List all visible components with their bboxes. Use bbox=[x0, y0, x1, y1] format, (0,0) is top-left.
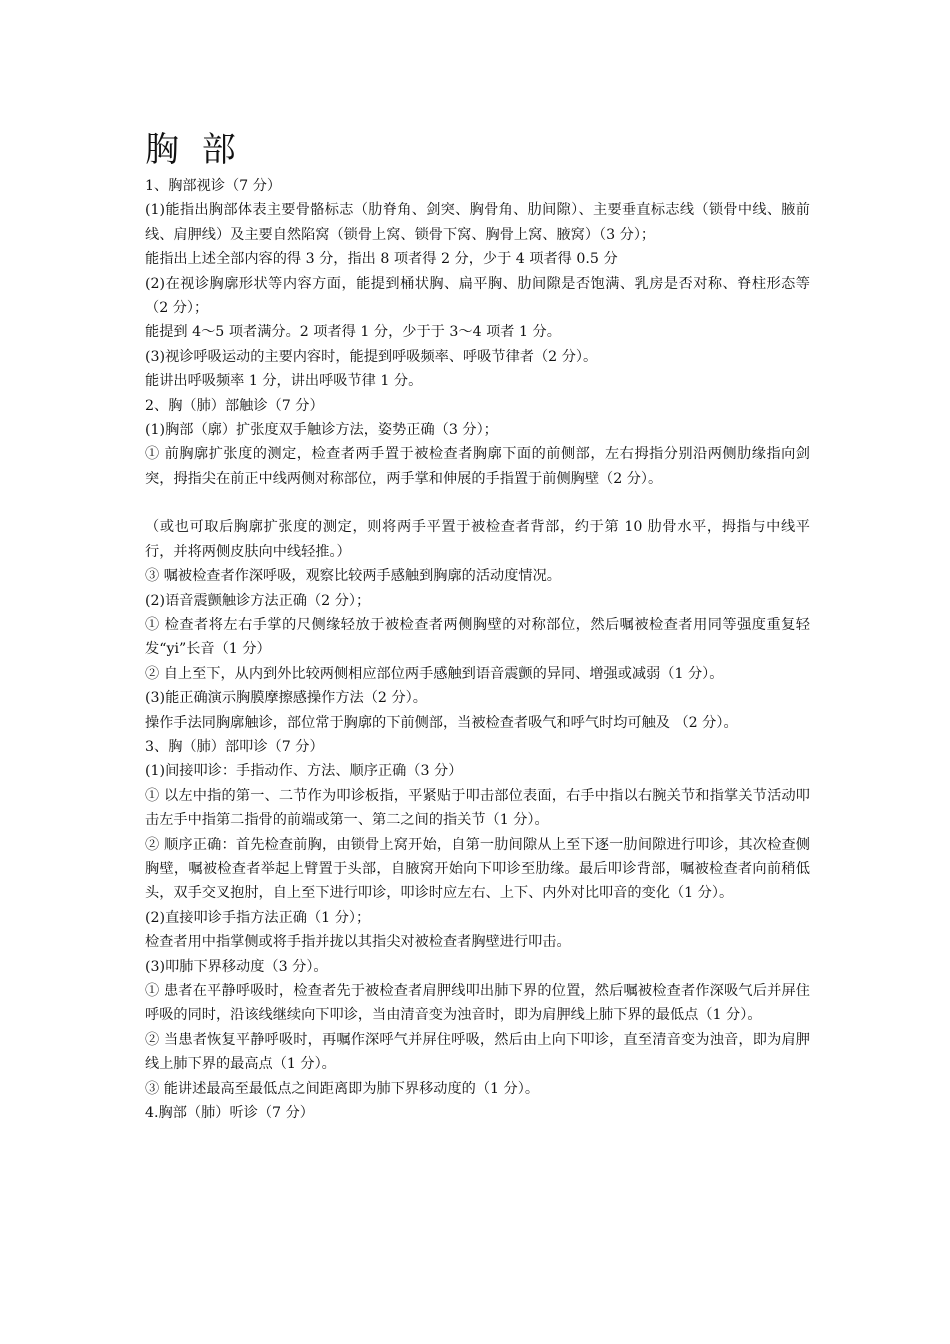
paragraph: (1)间接叩诊：手指动作、方法、顺序正确（3 分） bbox=[145, 763, 463, 780]
blank-line bbox=[145, 491, 810, 515]
paragraph: ① 患者在平静呼吸时，检查者先于被检查者肩胛线叩出肺下界的位置，然后嘱被检查者作深吸气后并屏住呼吸的同时，沿该线继续向下叩诊，当由清音变为浊音时，即为肩胛线上肺下界的最低点（1 分）。 bbox=[145, 983, 810, 1024]
paragraph: ③ 嘱被检查者作深呼吸，观察比较两手感触到胸廓的活动度情况。 bbox=[145, 568, 561, 585]
document-body bbox=[145, 174, 810, 1125]
paragraph: (3)视诊呼吸运动的主要内容时，能提到呼吸频率、呼吸节律者（2 分）。 bbox=[145, 348, 598, 365]
paragraph: ② 自上至下，从内到外比较两侧相应部位两手感触到语音震颤的异同、增强或减弱（1 分）。 bbox=[145, 665, 724, 682]
paragraph: ① 以左中指的第一、二节作为叩诊板指，平紧贴于叩击部位表面，右手中指以右腕关节和指掌关节活动叩击左手中指第二指骨的前端或第一、第二之间的指关节（1 分）。 bbox=[145, 787, 810, 829]
document-page bbox=[145, 126, 810, 1125]
paragraph: 能提到 4～5 项者满分。2 项者得 1 分，少于于 3～4 项者 1 分。 bbox=[145, 324, 561, 341]
paragraph: ① 检查者将左右手掌的尺侧缘轻放于被检查者两侧胸壁的对称部位，然后嘱被检查者用同等强度重复轻发“yi”长音（1 分） bbox=[145, 616, 810, 658]
paragraph: (1)能指出胸部体表主要骨骼标志（肋脊角、剑突、胸骨角、肋间隙）、主要垂直标志线（锁骨中线、腋前线、肩胛线）及主要自然陷窝（锁骨上窝、锁骨下窝、胸骨上窝、腋窝）（3 分）； bbox=[145, 202, 810, 243]
section-heading: 2、胸（肺）部触诊（7 分） bbox=[145, 397, 324, 414]
paragraph: (2)在视诊胸廓形状等内容方面，能提到桶状胸、扁平胸、肋间隙是否饱满、乳房是否对称、脊柱形态等（2 分）； bbox=[145, 275, 810, 317]
paragraph: (1)胸部（廓）扩张度双手触诊方法，姿势正确（3 分）； bbox=[145, 422, 498, 439]
paragraph: 操作手法同胸廓触诊，部位常于胸廓的下前侧部，当被检查者吸气和呼气时均可触及 （2 分）。 bbox=[145, 714, 738, 731]
paragraph: (2)直接叩诊手指方法正确（1 分）； bbox=[145, 909, 371, 926]
section-heading: 4.胸部（肺）听诊（7 分） bbox=[145, 1105, 314, 1122]
paragraph: ① 前胸廓扩张度的测定，检查者两手置于被检查者胸廓下面的前侧部，左右拇指分别沿两侧肋缘指向剑突，拇指尖在前正中线两侧对称部位，两手掌和伸展的手指置于前侧胸壁（2 分）。 bbox=[145, 446, 810, 487]
paragraph: ② 当患者恢复平静呼吸时，再嘱作深呼气并屏住呼吸，然后由上向下叩诊，直至清音变为浊音，即为肩胛线上肺下界的最高点（1 分）。 bbox=[145, 1031, 810, 1073]
paragraph: 能讲出呼吸频率 1 分，讲出呼吸节律 1 分。 bbox=[145, 373, 423, 390]
paragraph: (3)叩肺下界移动度（3 分）。 bbox=[145, 958, 328, 975]
page-title: 胸 部 bbox=[145, 130, 242, 170]
paragraph: ③ 能讲述最高至最低点之间距离即为肺下界移动度的（1 分）。 bbox=[145, 1080, 540, 1097]
paragraph: 能指出上述全部内容的得 3 分，指出 8 项者得 2 分，少于 4 项者得 0.5 分 bbox=[145, 251, 618, 268]
paragraph: ② 顺序正确：首先检查前胸，由锁骨上窝开始，自第一肋间隙从上至下逐一肋间隙进行叩诊，其次检查侧胸壁，嘱被检查者举起上臂置于头部，自腋窝开始向下叩诊至肋缘。最后叩诊背部，嘱被检查者向前稍低头，双手交叉抱肘，自上至下进行叩诊，叩诊时应左右、上下、内外对比叩音的变化（1 分）。 bbox=[145, 836, 810, 902]
paragraph: 检查者用中指掌侧或将手指并拢以其指尖对被检查者胸壁进行叩击。 bbox=[145, 934, 571, 951]
paragraph: (3)能正确演示胸膜摩擦感操作方法（2 分）。 bbox=[145, 690, 427, 707]
section-heading: 1、胸部视诊（7 分） bbox=[145, 178, 282, 194]
paragraph: (2)语音震颤触诊方法正确（2 分）； bbox=[145, 592, 371, 609]
section-heading: 3、胸（肺）部叩诊（7 分） bbox=[145, 738, 324, 755]
paragraph: （或也可取后胸廓扩张度的测定，则将两手平置于被检查者背部，约于第 10 肋骨水平，拇指与中线平行，并将两侧皮肤向中线轻推。） bbox=[145, 519, 810, 560]
